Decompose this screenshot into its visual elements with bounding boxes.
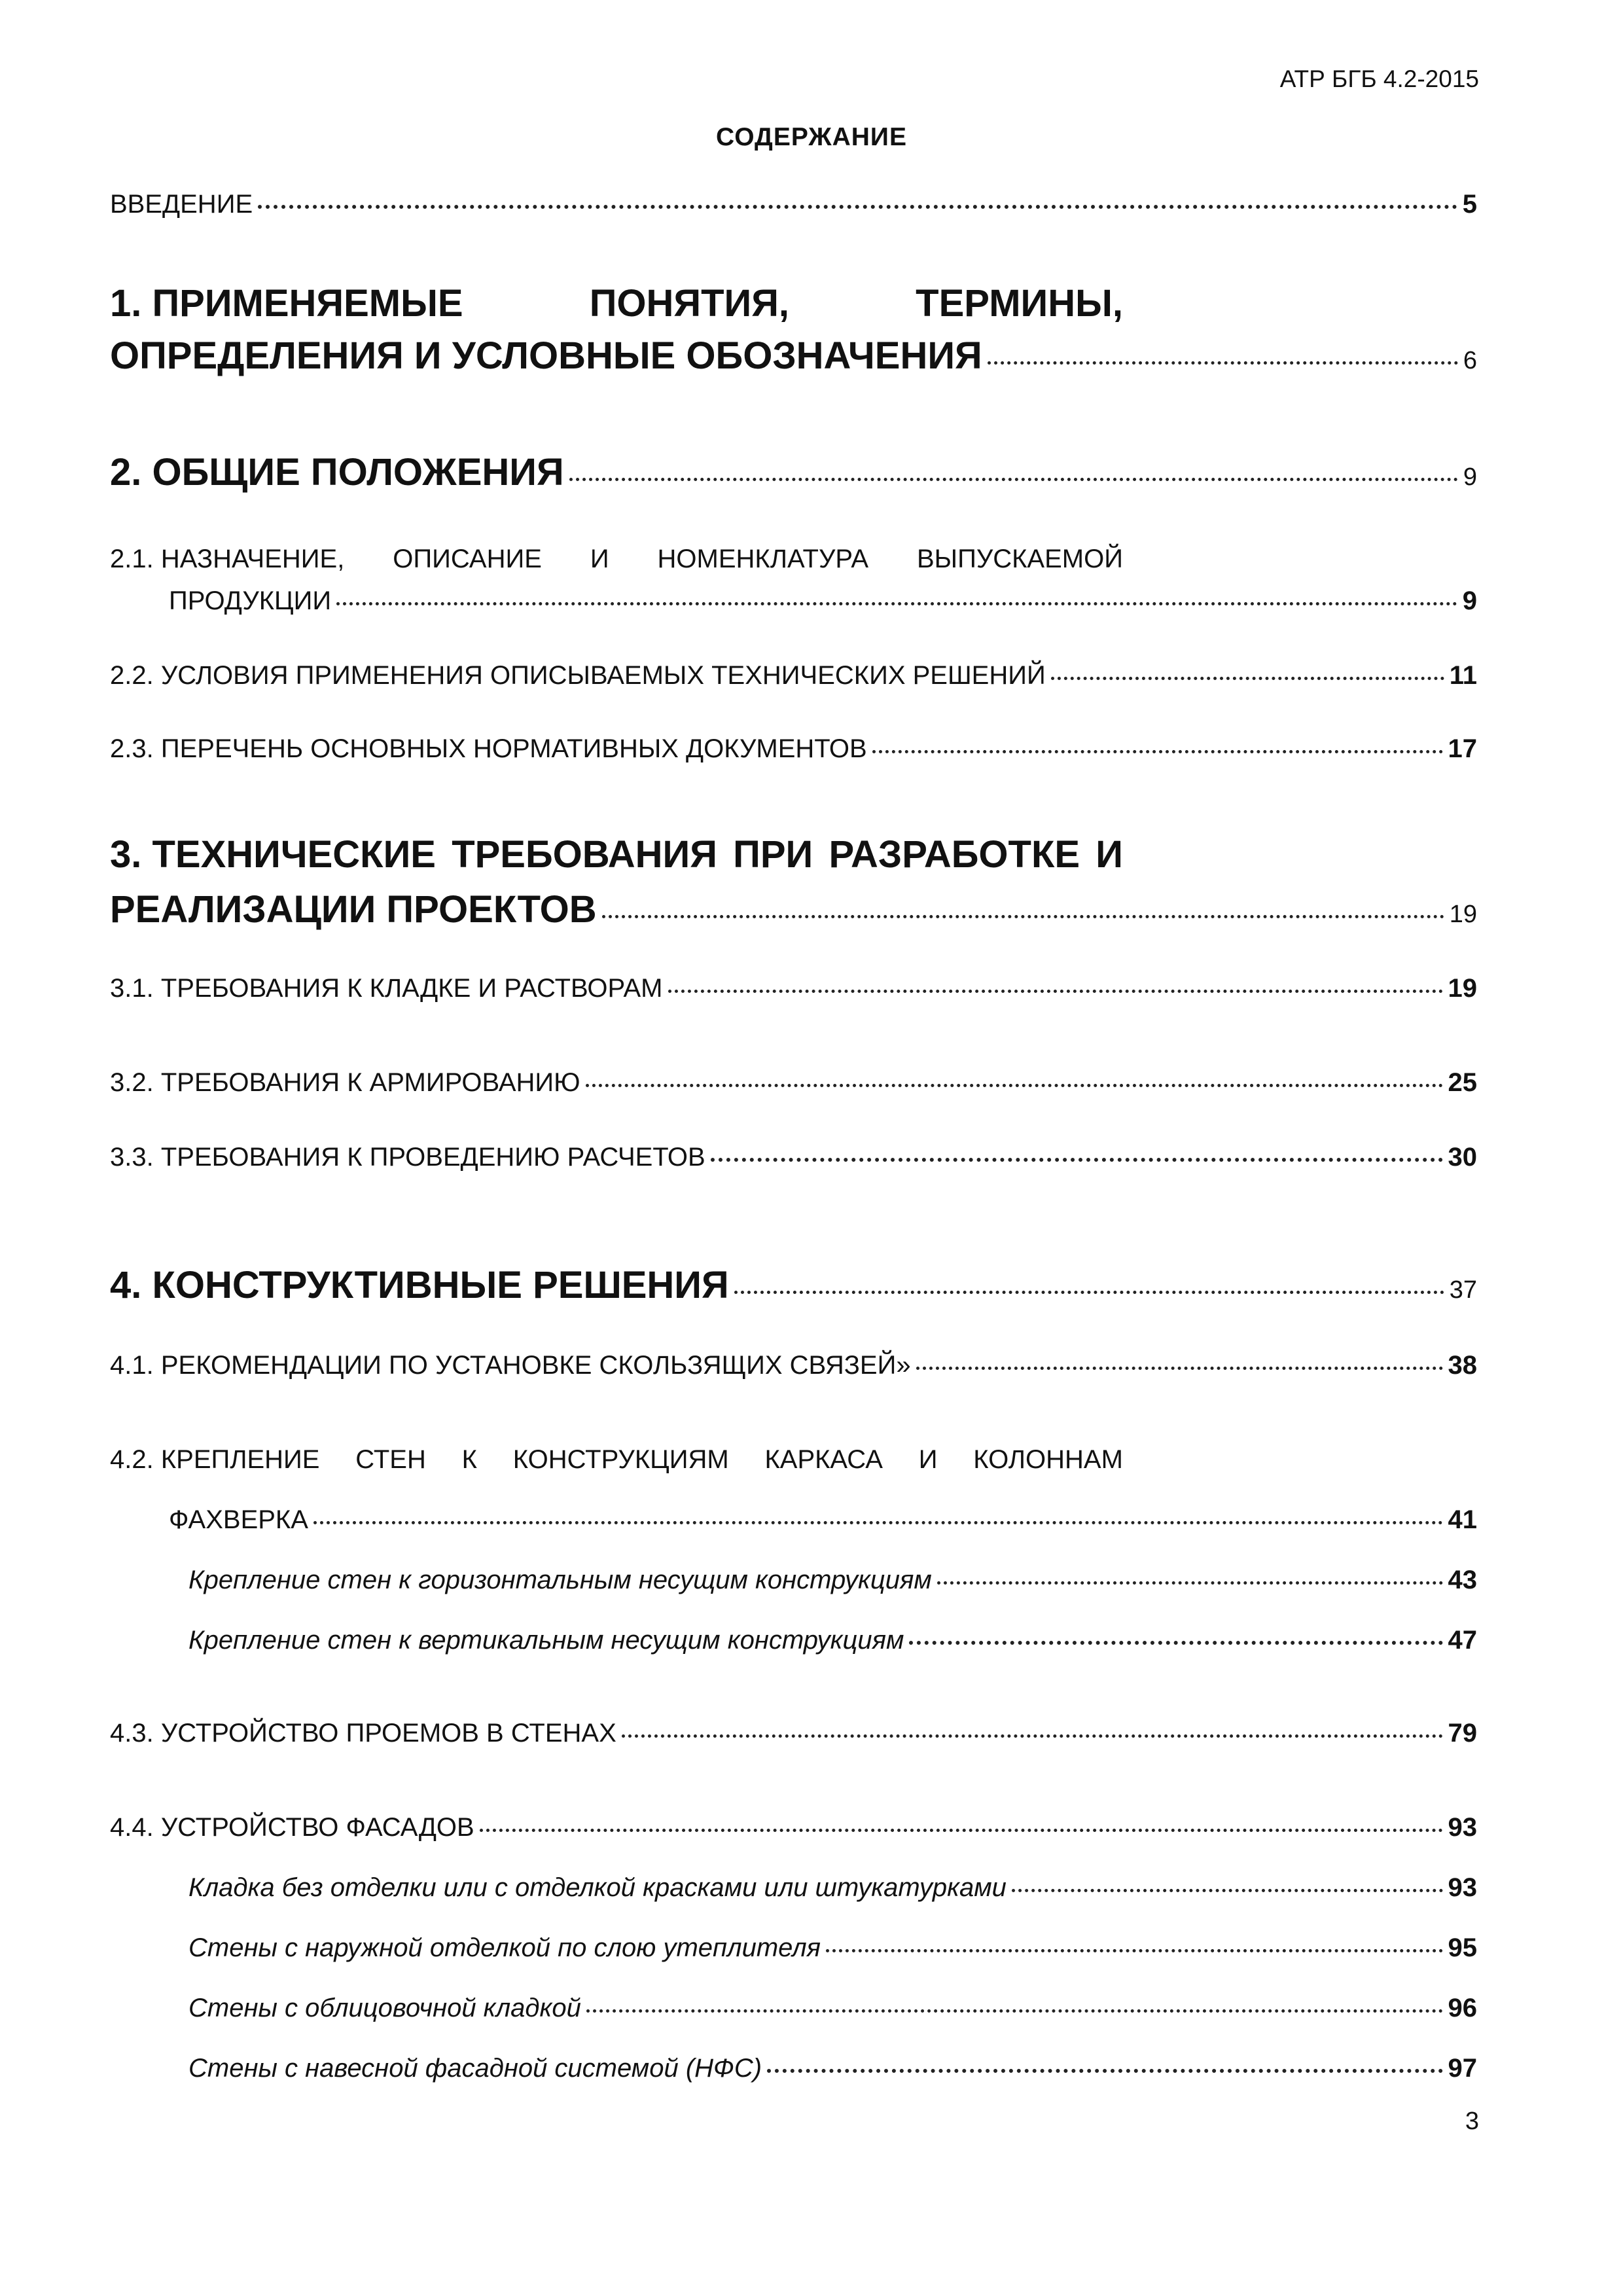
toc-subentry-4-4-c[interactable] (188, 1994, 1477, 2023)
dot-leader (586, 2009, 1443, 2013)
toc-heading-3[interactable] (110, 888, 1477, 931)
toc-label: Стены с облицовочной кладкой (188, 1994, 581, 2022)
word: 3. ТЕХНИЧЕСКИЕ (110, 833, 436, 876)
dot-leader (258, 205, 1457, 209)
toc-page: 5 (1462, 190, 1477, 219)
toc-page: 95 (1448, 1933, 1477, 1962)
page-title: СОДЕРЖАНИЕ (716, 123, 907, 151)
dot-leader (336, 602, 1457, 605)
page-number: 3 (1465, 2108, 1479, 2135)
toc-label: 3.3. ТРЕБОВАНИЯ К ПРОВЕДЕНИЮ РАСЧЕТОВ (110, 1143, 705, 1172)
toc-page: 9 (1462, 586, 1477, 615)
toc-label: Стены с наружной отделкой по слою утеплителя (188, 1933, 821, 1962)
word: ПРИ (733, 833, 813, 876)
toc-page: 19 (1448, 974, 1477, 1003)
word: ПОНЯТИЯ, (589, 282, 790, 325)
dot-leader (916, 1367, 1443, 1370)
dot-leader (872, 750, 1443, 753)
toc-entry-2-3[interactable] (110, 734, 1477, 764)
dot-leader (569, 478, 1458, 481)
word: СТЕН (355, 1445, 426, 1474)
dot-leader (711, 1158, 1443, 1162)
toc-label: ПРОДУКЦИИ (169, 586, 332, 615)
word: ВЫПУСКАЕМОЙ (916, 545, 1123, 573)
toc-heading-4[interactable] (110, 1263, 1477, 1307)
dot-leader (1012, 1889, 1443, 1892)
dot-leader (622, 1734, 1443, 1738)
toc-label: 3.1. ТРЕБОВАНИЯ К КЛАДКЕ И РАСТВОРАМ (110, 974, 663, 1003)
word: К (461, 1445, 477, 1474)
toc-heading-3-line1[interactable] (110, 833, 1123, 876)
toc-page: 47 (1448, 1626, 1477, 1655)
toc-page: 30 (1448, 1143, 1477, 1172)
toc-label: 2.3. ПЕРЕЧЕНЬ ОСНОВНЫХ НОРМАТИВНЫХ ДОКУМЕНТОВ (110, 734, 867, 763)
dot-leader (767, 2069, 1442, 2073)
toc-entry-2-1-line1[interactable] (110, 545, 1123, 574)
toc-label: ВВЕДЕНИЕ (110, 190, 253, 219)
toc-label: Крепление стен к вертикальным несущим конструкциям (188, 1626, 904, 1655)
toc-label: 4. КОНСТРУКТИВНЫЕ РЕШЕНИЯ (110, 1264, 729, 1306)
toc-label: Стены с навесной фасадной системой (НФС) (188, 2054, 762, 2083)
toc-entry-4-2[interactable] (169, 1505, 1477, 1535)
word: НОМЕНКЛАТУРА (657, 545, 869, 573)
word: ТРЕБОВАНИЯ (452, 833, 717, 876)
toc-label: 4.1. РЕКОМЕНДАЦИИ ПО УСТАНОВКЕ СКОЛЬЗЯЩИХ СВЯЗЕЙ» (110, 1351, 911, 1380)
toc-subentry-4-4-a[interactable] (188, 1873, 1477, 1903)
word: КОНСТРУКЦИЯМ (512, 1445, 729, 1474)
word: КОЛОННАМ (973, 1445, 1123, 1474)
toc-label: 2. ОБЩИЕ ПОЛОЖЕНИЯ (110, 451, 564, 493)
toc-label: 2.2. УСЛОВИЯ ПРИМЕНЕНИЯ ОПИСЫВАЕМЫХ ТЕХНИЧЕСКИХ РЕШЕНИЙ (110, 661, 1046, 690)
toc-entry-3-1[interactable] (110, 974, 1477, 1003)
toc-subentry-4-4-d[interactable] (188, 2054, 1477, 2083)
toc-page: 6 (1463, 347, 1477, 374)
toc-label: 4.4. УСТРОЙСТВО ФАСАДОВ (110, 1813, 474, 1842)
toc-heading-1[interactable] (110, 334, 1477, 378)
toc-page: 17 (1448, 734, 1477, 763)
toc-page: 96 (1448, 1994, 1477, 2022)
toc-page: 43 (1448, 1566, 1477, 1594)
toc-entry-4-1[interactable] (110, 1351, 1477, 1380)
toc-page: 11 (1449, 661, 1477, 690)
toc-label: 4.3. УСТРОЙСТВО ПРОЕМОВ В СТЕНАХ (110, 1719, 616, 1748)
toc-label: 3.2. ТРЕБОВАНИЯ К АРМИРОВАНИЮ (110, 1068, 580, 1097)
toc-page: 41 (1448, 1505, 1477, 1534)
dot-leader (826, 1949, 1443, 1952)
document-code: АТР БГБ 4.2-2015 (1279, 65, 1479, 92)
dot-leader (313, 1521, 1443, 1524)
toc-entry-2-1[interactable] (169, 586, 1477, 616)
toc-entry-intro[interactable] (110, 190, 1477, 219)
word: И (918, 1445, 938, 1474)
dot-leader (988, 361, 1458, 365)
toc-subentry-4-2-b[interactable] (188, 1626, 1477, 1655)
toc-entry-4-2-line1[interactable] (110, 1445, 1123, 1475)
toc-label: ОПРЕДЕЛЕНИЯ И УСЛОВНЫЕ ОБОЗНАЧЕНИЯ (110, 334, 982, 377)
toc-heading-2[interactable] (110, 450, 1477, 494)
toc-page: 97 (1448, 2054, 1477, 2083)
dot-leader (668, 990, 1443, 993)
word: И (1096, 833, 1123, 876)
word: КАРКАСА (764, 1445, 883, 1474)
toc-page: 37 (1449, 1276, 1477, 1304)
toc-subentry-4-2-a[interactable] (188, 1566, 1477, 1595)
toc-label: Кладка без отделки или с отделкой красками или штукатурками (188, 1873, 1007, 1902)
toc-page: 79 (1448, 1719, 1477, 1748)
word: 4.2. КРЕПЛЕНИЕ (110, 1445, 320, 1474)
dot-leader (937, 1581, 1443, 1585)
dot-leader (480, 1829, 1443, 1832)
dot-leader (1051, 677, 1444, 680)
toc-label: Крепление стен к горизонтальным несущим конструкциям (188, 1566, 932, 1594)
toc-page: 19 (1449, 901, 1477, 928)
toc-page: 93 (1448, 1873, 1477, 1902)
toc-page: 9 (1463, 463, 1477, 491)
word: 2.1. НАЗНАЧЕНИЕ, (110, 545, 345, 573)
word: ТЕРМИНЫ, (916, 282, 1123, 325)
toc-label: ФАХВЕРКА (169, 1505, 308, 1534)
toc-entry-4-3[interactable] (110, 1719, 1477, 1748)
dot-leader (586, 1084, 1443, 1087)
dot-leader (734, 1291, 1444, 1294)
word: И (590, 545, 609, 573)
word: ОПИСАНИЕ (393, 545, 542, 573)
toc-entry-3-2[interactable] (110, 1068, 1477, 1098)
toc-heading-1-line1[interactable] (110, 281, 1123, 325)
dot-leader (602, 915, 1444, 918)
word: РАЗРАБОТКЕ (829, 833, 1080, 876)
toc-subentry-4-4-b[interactable] (188, 1933, 1477, 1963)
toc-entry-3-3[interactable] (110, 1143, 1477, 1172)
toc-page: 38 (1448, 1351, 1477, 1380)
toc-page: 93 (1448, 1813, 1477, 1842)
toc-label: РЕАЛИЗАЦИИ ПРОЕКТОВ (110, 888, 597, 931)
dot-leader (909, 1641, 1442, 1645)
toc-entry-2-2[interactable] (110, 661, 1477, 691)
toc-entry-4-4[interactable] (110, 1813, 1477, 1842)
word: 1. ПРИМЕНЯЕМЫЕ (110, 282, 463, 325)
toc-page: 25 (1448, 1068, 1477, 1097)
